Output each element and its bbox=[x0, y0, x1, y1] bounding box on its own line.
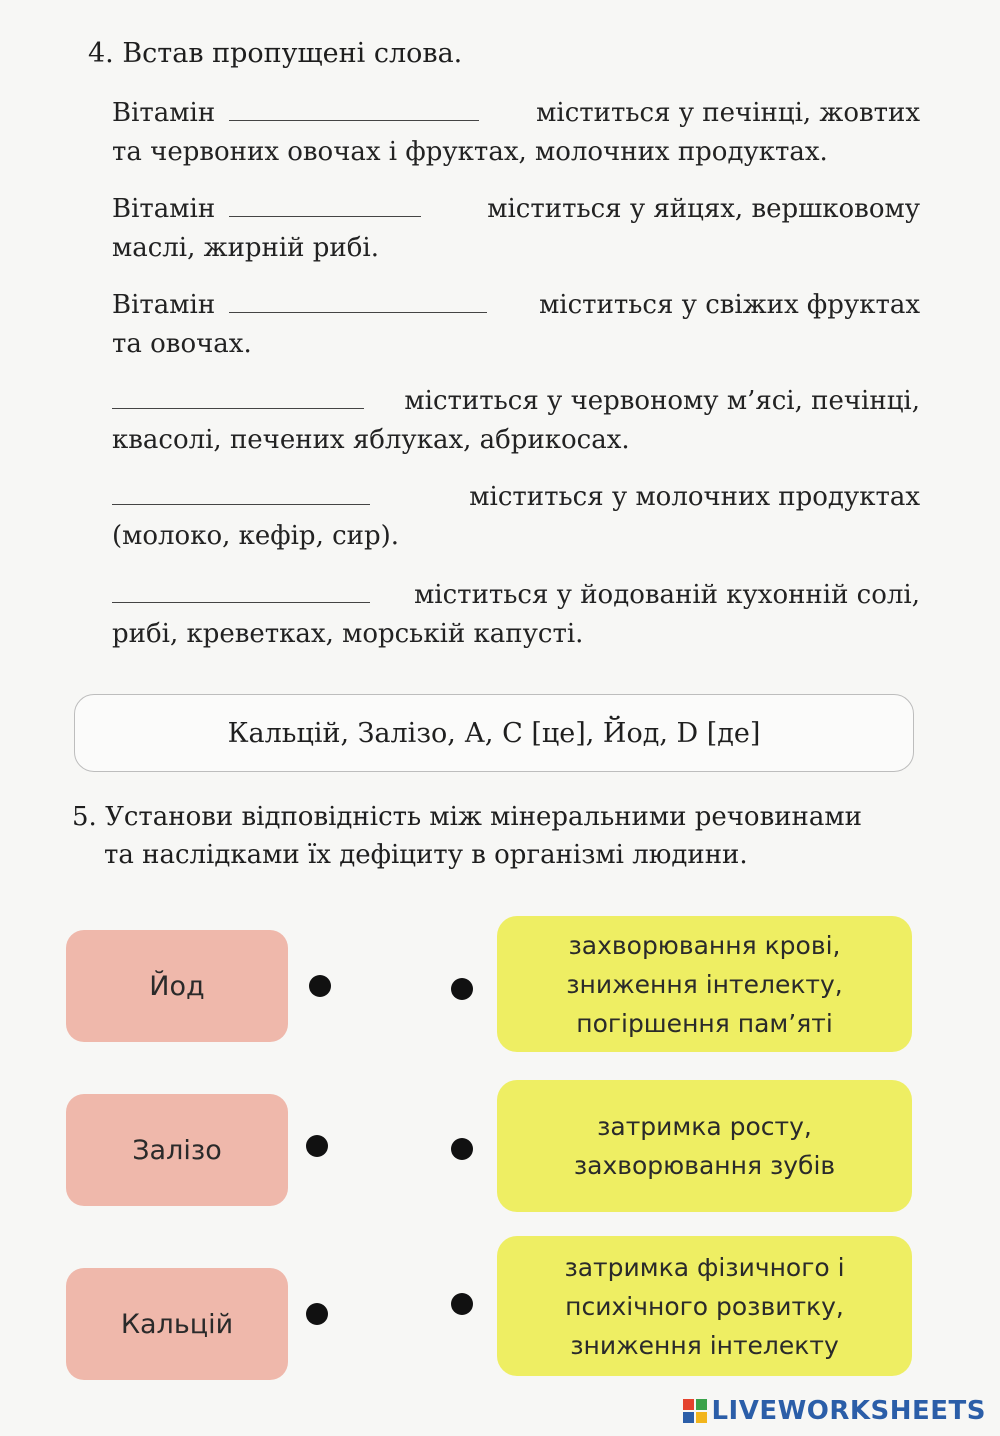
answer-blank-3[interactable] bbox=[229, 311, 487, 313]
fill-item-text: міститься у червоному м’ясі, печінці, bbox=[404, 386, 920, 416]
mineral-box-iron[interactable] bbox=[66, 1094, 288, 1206]
fill-item-text-continued: (молоко, кефір, сир). bbox=[112, 521, 400, 551]
right-connector-dot-1[interactable] bbox=[451, 978, 473, 1000]
logo-text: LIVEWORKSHEETS bbox=[711, 1396, 986, 1426]
deficiency-line: зниження інтелекту bbox=[570, 1330, 839, 1360]
mineral-box-calcium[interactable] bbox=[66, 1268, 288, 1380]
answer-blank-4[interactable] bbox=[112, 407, 364, 409]
fill-item-text-continued: та овочах. bbox=[112, 329, 252, 359]
fill-item-text-continued: та червоних овочах і фруктах, молочних продуктах. bbox=[112, 137, 828, 167]
task-5-title-line-1: 5. Установи відповідність між мінеральними речовинами bbox=[72, 802, 862, 832]
right-connector-dot-3[interactable] bbox=[451, 1293, 473, 1315]
left-connector-dot-1[interactable] bbox=[309, 975, 331, 997]
deficiency-line: погіршення пам’яті bbox=[576, 1008, 833, 1038]
answer-blank-2[interactable] bbox=[229, 215, 421, 217]
fill-item-4 bbox=[112, 382, 920, 460]
fill-item-prefix: Вітамін bbox=[112, 98, 216, 128]
mineral-box-iodine[interactable] bbox=[66, 930, 288, 1042]
task-5-title-line-2: та наслідками їх дефіциту в організмі людини. bbox=[104, 840, 748, 870]
fill-item-text: міститься у молочних продуктах bbox=[469, 482, 920, 512]
answer-blank-1[interactable] bbox=[229, 119, 479, 121]
deficiency-line: затримка фізичного і bbox=[564, 1252, 845, 1282]
fill-item-3 bbox=[112, 286, 920, 364]
fill-item-text: міститься у яйцях, вершковому bbox=[487, 194, 920, 224]
fill-item-2 bbox=[112, 190, 920, 268]
liveworksheets-logo-icon bbox=[683, 1399, 707, 1423]
mineral-label: Йод bbox=[149, 970, 205, 1002]
word-bank-text: Кальцій, Залізо, А, С [це], Йод, D [де] bbox=[227, 717, 761, 749]
deficiency-line: зниження інтелекту, bbox=[566, 969, 843, 999]
task-5-title bbox=[72, 798, 862, 874]
fill-item-6 bbox=[112, 576, 920, 654]
deficiency-box-2[interactable] bbox=[497, 1080, 912, 1212]
answer-blank-5[interactable] bbox=[112, 503, 370, 505]
task-4-title: 4. Встав пропущені слова. bbox=[88, 38, 463, 69]
deficiency-box-3[interactable] bbox=[497, 1236, 912, 1376]
answer-blank-6[interactable] bbox=[112, 601, 370, 603]
fill-item-5 bbox=[112, 478, 920, 556]
fill-item-prefix: Вітамін bbox=[112, 194, 216, 224]
deficiency-line: психічного розвитку, bbox=[565, 1291, 844, 1321]
deficiency-line: захворювання крові, bbox=[568, 930, 841, 960]
fill-item-text: міститься у свіжих фруктах bbox=[539, 290, 920, 320]
fill-item-text: міститься у печінці, жовтих bbox=[536, 98, 920, 128]
fill-item-text-continued: квасолі, печених яблуках, абрикосах. bbox=[112, 425, 630, 455]
right-connector-dot-2[interactable] bbox=[451, 1138, 473, 1160]
fill-item-text: міститься у йодованій кухонній солі, bbox=[414, 580, 920, 610]
deficiency-line: захворювання зубів bbox=[573, 1151, 836, 1180]
mineral-label: Кальцій bbox=[120, 1308, 234, 1340]
fill-item-text-continued: маслі, жирній рибі. bbox=[112, 233, 379, 263]
fill-item-1 bbox=[112, 94, 920, 172]
word-bank bbox=[74, 694, 914, 772]
deficiency-line: затримка росту, bbox=[597, 1112, 812, 1141]
deficiency-box-1[interactable] bbox=[497, 916, 912, 1052]
fill-item-text-continued: рибі, креветках, морській капусті. bbox=[112, 619, 584, 649]
fill-item-prefix: Вітамін bbox=[112, 290, 216, 320]
liveworksheets-logo bbox=[683, 1396, 986, 1426]
left-connector-dot-2[interactable] bbox=[306, 1135, 328, 1157]
left-connector-dot-3[interactable] bbox=[306, 1303, 328, 1325]
mineral-label: Залізо bbox=[132, 1134, 222, 1166]
